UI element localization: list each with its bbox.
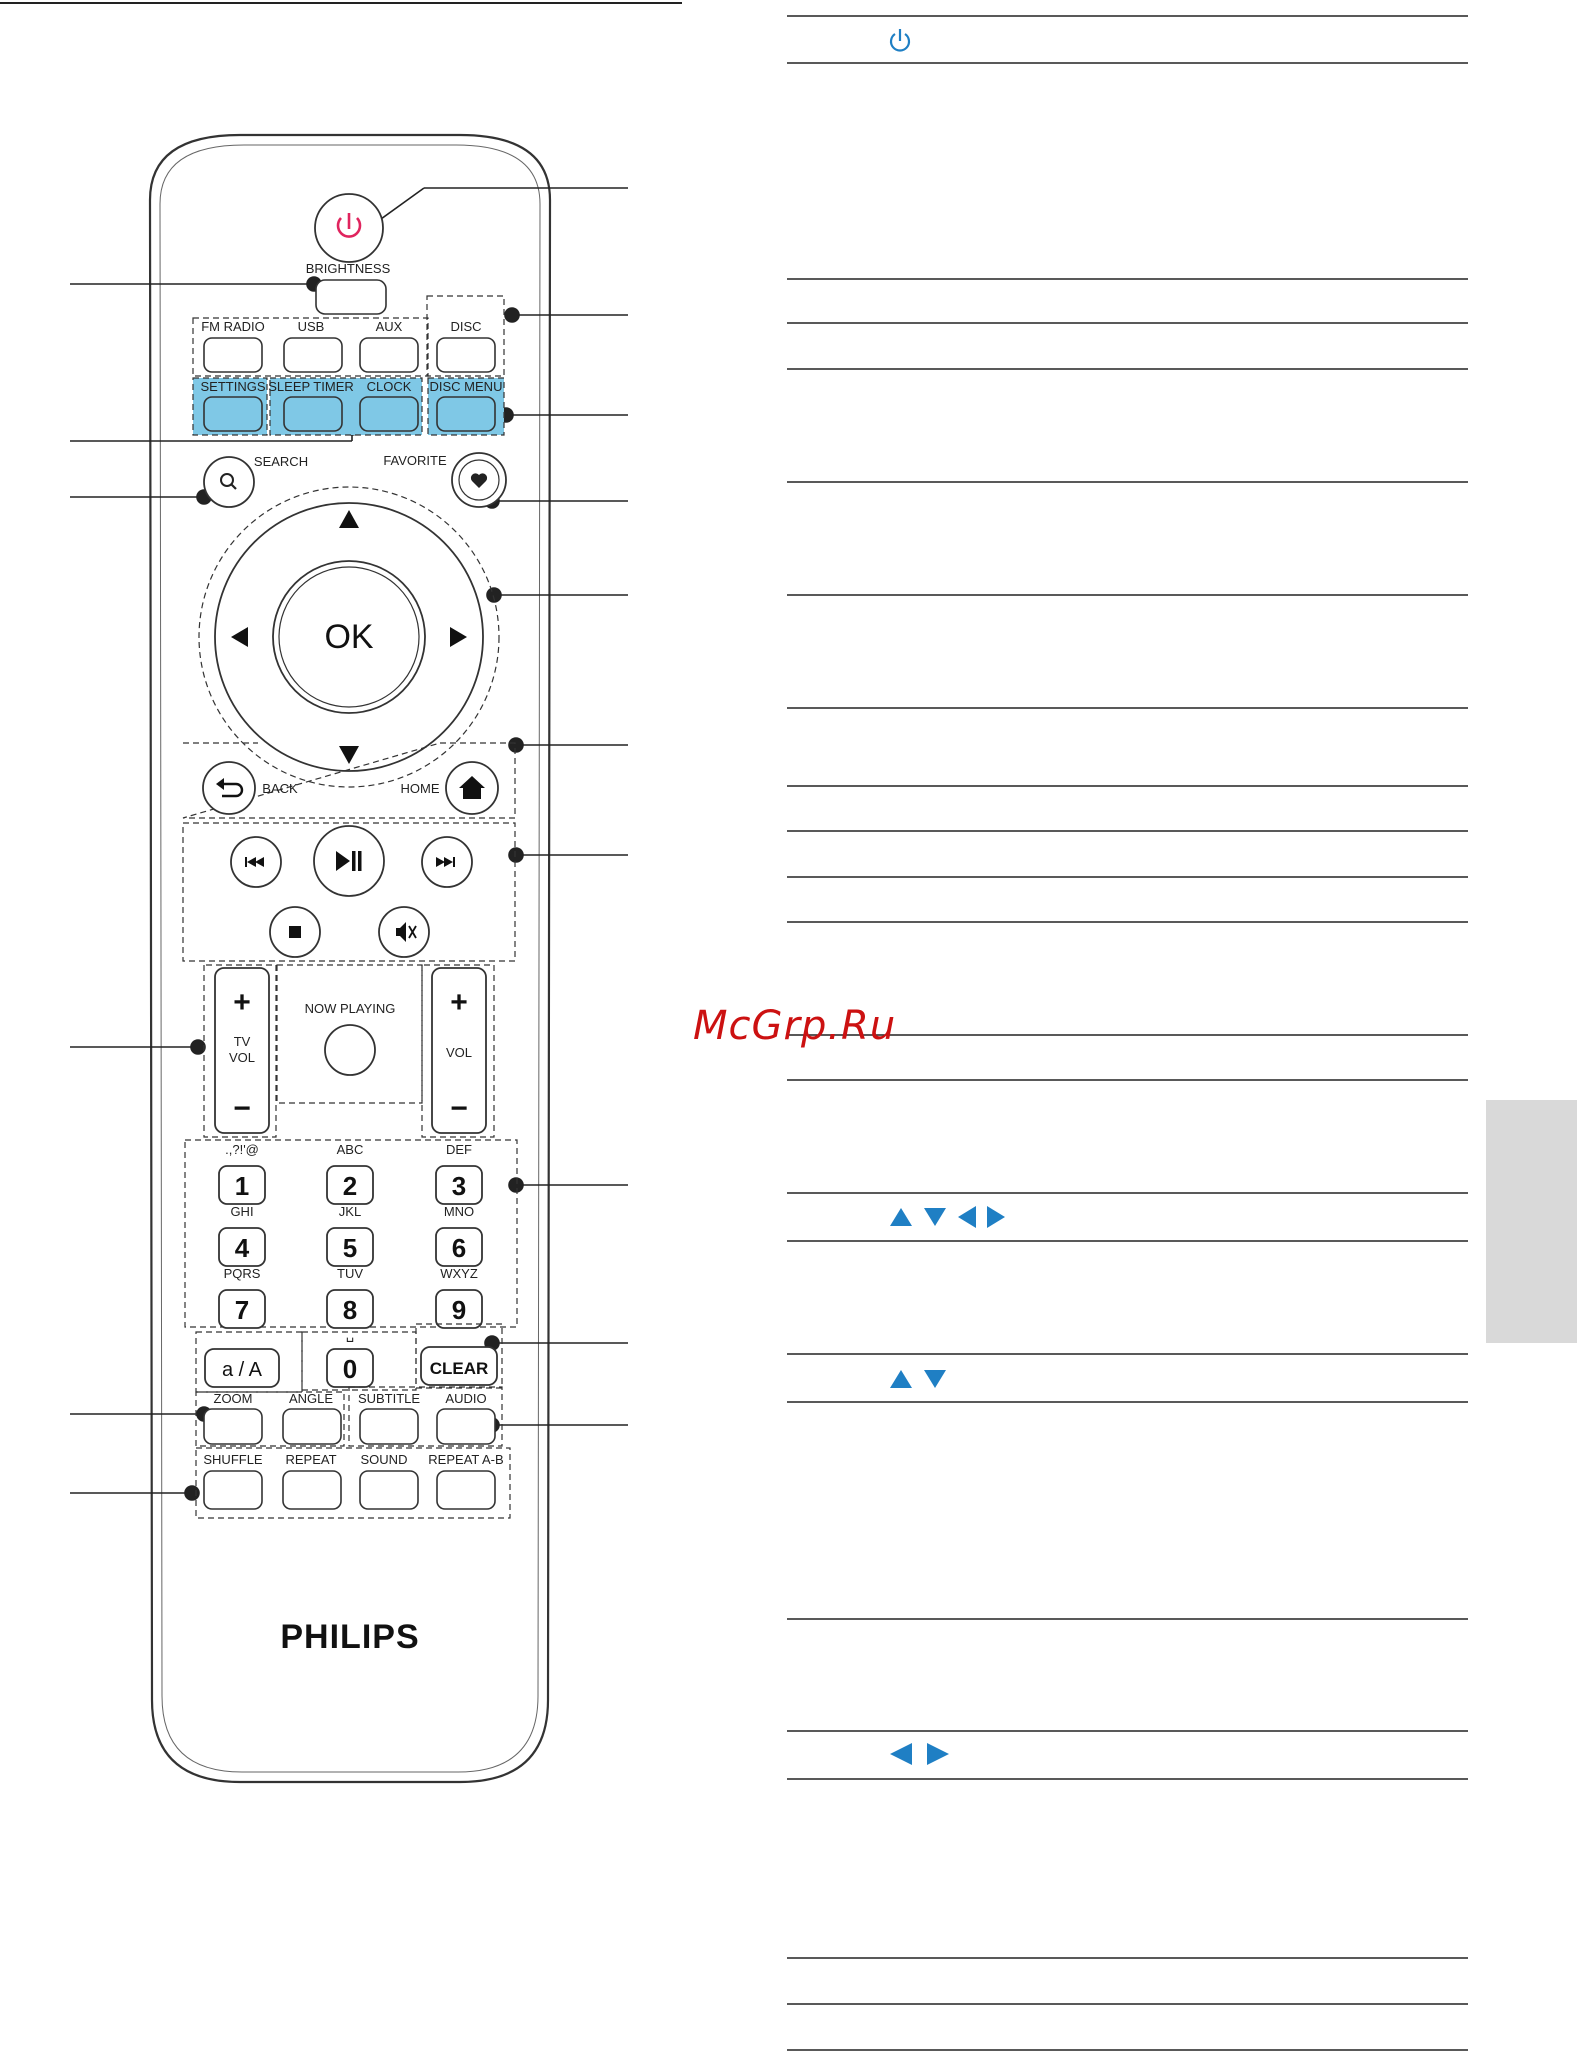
usb-button[interactable] [284, 338, 342, 372]
sound-button[interactable] [360, 1471, 418, 1509]
now-playing-button[interactable] [325, 1025, 375, 1075]
shuffle-label: SHUFFLE [203, 1452, 263, 1467]
subtitle-label: SUBTITLE [357, 1391, 421, 1406]
case-toggle-label: a / A [221, 1359, 263, 1381]
home-label: HOME [400, 781, 440, 796]
vol-plus[interactable]: + [450, 986, 468, 1019]
previous-button[interactable] [231, 837, 281, 887]
digit-5-label: 5 [342, 1233, 358, 1263]
vol-minus[interactable]: − [450, 1092, 468, 1125]
keypad-letters: ABC [336, 1142, 364, 1157]
disc-label: DISC [450, 319, 482, 334]
sleep-timer-button[interactable] [284, 397, 342, 431]
tv-vol-label-2: VOL [228, 1050, 256, 1065]
keypad-letters: MNO [443, 1204, 475, 1219]
brightness-button[interactable] [316, 280, 386, 314]
fm-radio-button[interactable] [204, 338, 262, 372]
repeat-button[interactable] [283, 1471, 341, 1509]
next-button[interactable] [422, 837, 472, 887]
digit-3-label: 3 [451, 1171, 467, 1201]
aux-label: AUX [375, 319, 403, 334]
search-button[interactable] [204, 457, 254, 507]
digit-0-label: 0 [342, 1354, 358, 1384]
keypad-letters: ␣ [345, 1327, 355, 1342]
clear-label: CLEAR [429, 1359, 489, 1378]
keypad-letters: GHI [230, 1204, 254, 1219]
subtitle-button[interactable] [360, 1409, 418, 1444]
sound-label: SOUND [360, 1452, 408, 1467]
power-icon [891, 29, 909, 50]
repeat-label: REPEAT [285, 1452, 337, 1467]
favorite-label: FAVORITE [383, 453, 447, 468]
power-button[interactable] [315, 194, 383, 262]
digit-9-label: 9 [451, 1295, 467, 1325]
sleep-timer-label: SLEEP TIMER [268, 379, 354, 394]
zoom-label: ZOOM [213, 1391, 253, 1406]
ok-label: OK [324, 618, 374, 656]
keypad-letters: WXYZ [440, 1266, 478, 1281]
stop-button[interactable] [270, 907, 320, 957]
digit-4-label: 4 [234, 1233, 250, 1263]
brightness-label: BRIGHTNESS [305, 261, 391, 276]
play-pause-button[interactable] [314, 826, 384, 896]
mute-button[interactable] [379, 907, 429, 957]
nav-arrows-icon [890, 1206, 1005, 1228]
home-button[interactable] [446, 762, 498, 814]
clock-label: CLOCK [366, 379, 412, 394]
digit-1-label: 1 [234, 1171, 250, 1201]
usb-label: USB [297, 319, 325, 334]
keypad-letters: PQRS [223, 1266, 261, 1281]
fm-radio-label: FM RADIO [201, 319, 265, 334]
keypad-letters: TUV [337, 1266, 363, 1281]
zoom-button[interactable] [204, 1409, 262, 1444]
angle-button[interactable] [283, 1409, 341, 1444]
brand-logo: PHILIPS [280, 1618, 420, 1656]
digit-8-label: 8 [342, 1295, 358, 1325]
favorite-button[interactable] [452, 453, 506, 507]
disc-menu-button[interactable] [437, 397, 495, 431]
watermark: McGrp.Ru [693, 1003, 897, 1049]
back-button[interactable] [203, 762, 255, 814]
tv-vol-minus[interactable]: − [233, 1092, 251, 1125]
up-down-arrows-icon [890, 1370, 946, 1388]
shuffle-button[interactable] [204, 1471, 262, 1509]
disc-menu-label: DISC MENU [429, 379, 503, 394]
tv-vol-label-1: TV [233, 1034, 251, 1049]
digit-6-label: 6 [451, 1233, 467, 1263]
left-right-arrows-icon [890, 1743, 949, 1765]
vol-label: VOL [445, 1045, 473, 1060]
audio-label: AUDIO [445, 1391, 487, 1406]
repeat-ab-label: REPEAT A-B [428, 1452, 504, 1467]
digit-2-label: 2 [342, 1171, 358, 1201]
keypad-letters: .,?!'@ [225, 1142, 259, 1157]
now-playing-label: NOW PLAYING [304, 1001, 396, 1016]
settings-button[interactable] [204, 397, 262, 431]
disc-button[interactable] [437, 338, 495, 372]
digit-7-label: 7 [234, 1295, 250, 1325]
settings-label: SETTINGS [200, 379, 266, 394]
aux-button[interactable] [360, 338, 418, 372]
angle-label: ANGLE [288, 1391, 334, 1406]
keypad-letters: JKL [338, 1204, 362, 1219]
audio-button[interactable] [437, 1409, 495, 1444]
keypad-letters: DEF [446, 1142, 472, 1157]
repeat-ab-button[interactable] [437, 1471, 495, 1509]
clock-button[interactable] [360, 397, 418, 431]
tv-vol-plus[interactable]: + [233, 986, 251, 1019]
search-label: SEARCH [253, 454, 309, 469]
back-label: BACK [262, 781, 298, 796]
